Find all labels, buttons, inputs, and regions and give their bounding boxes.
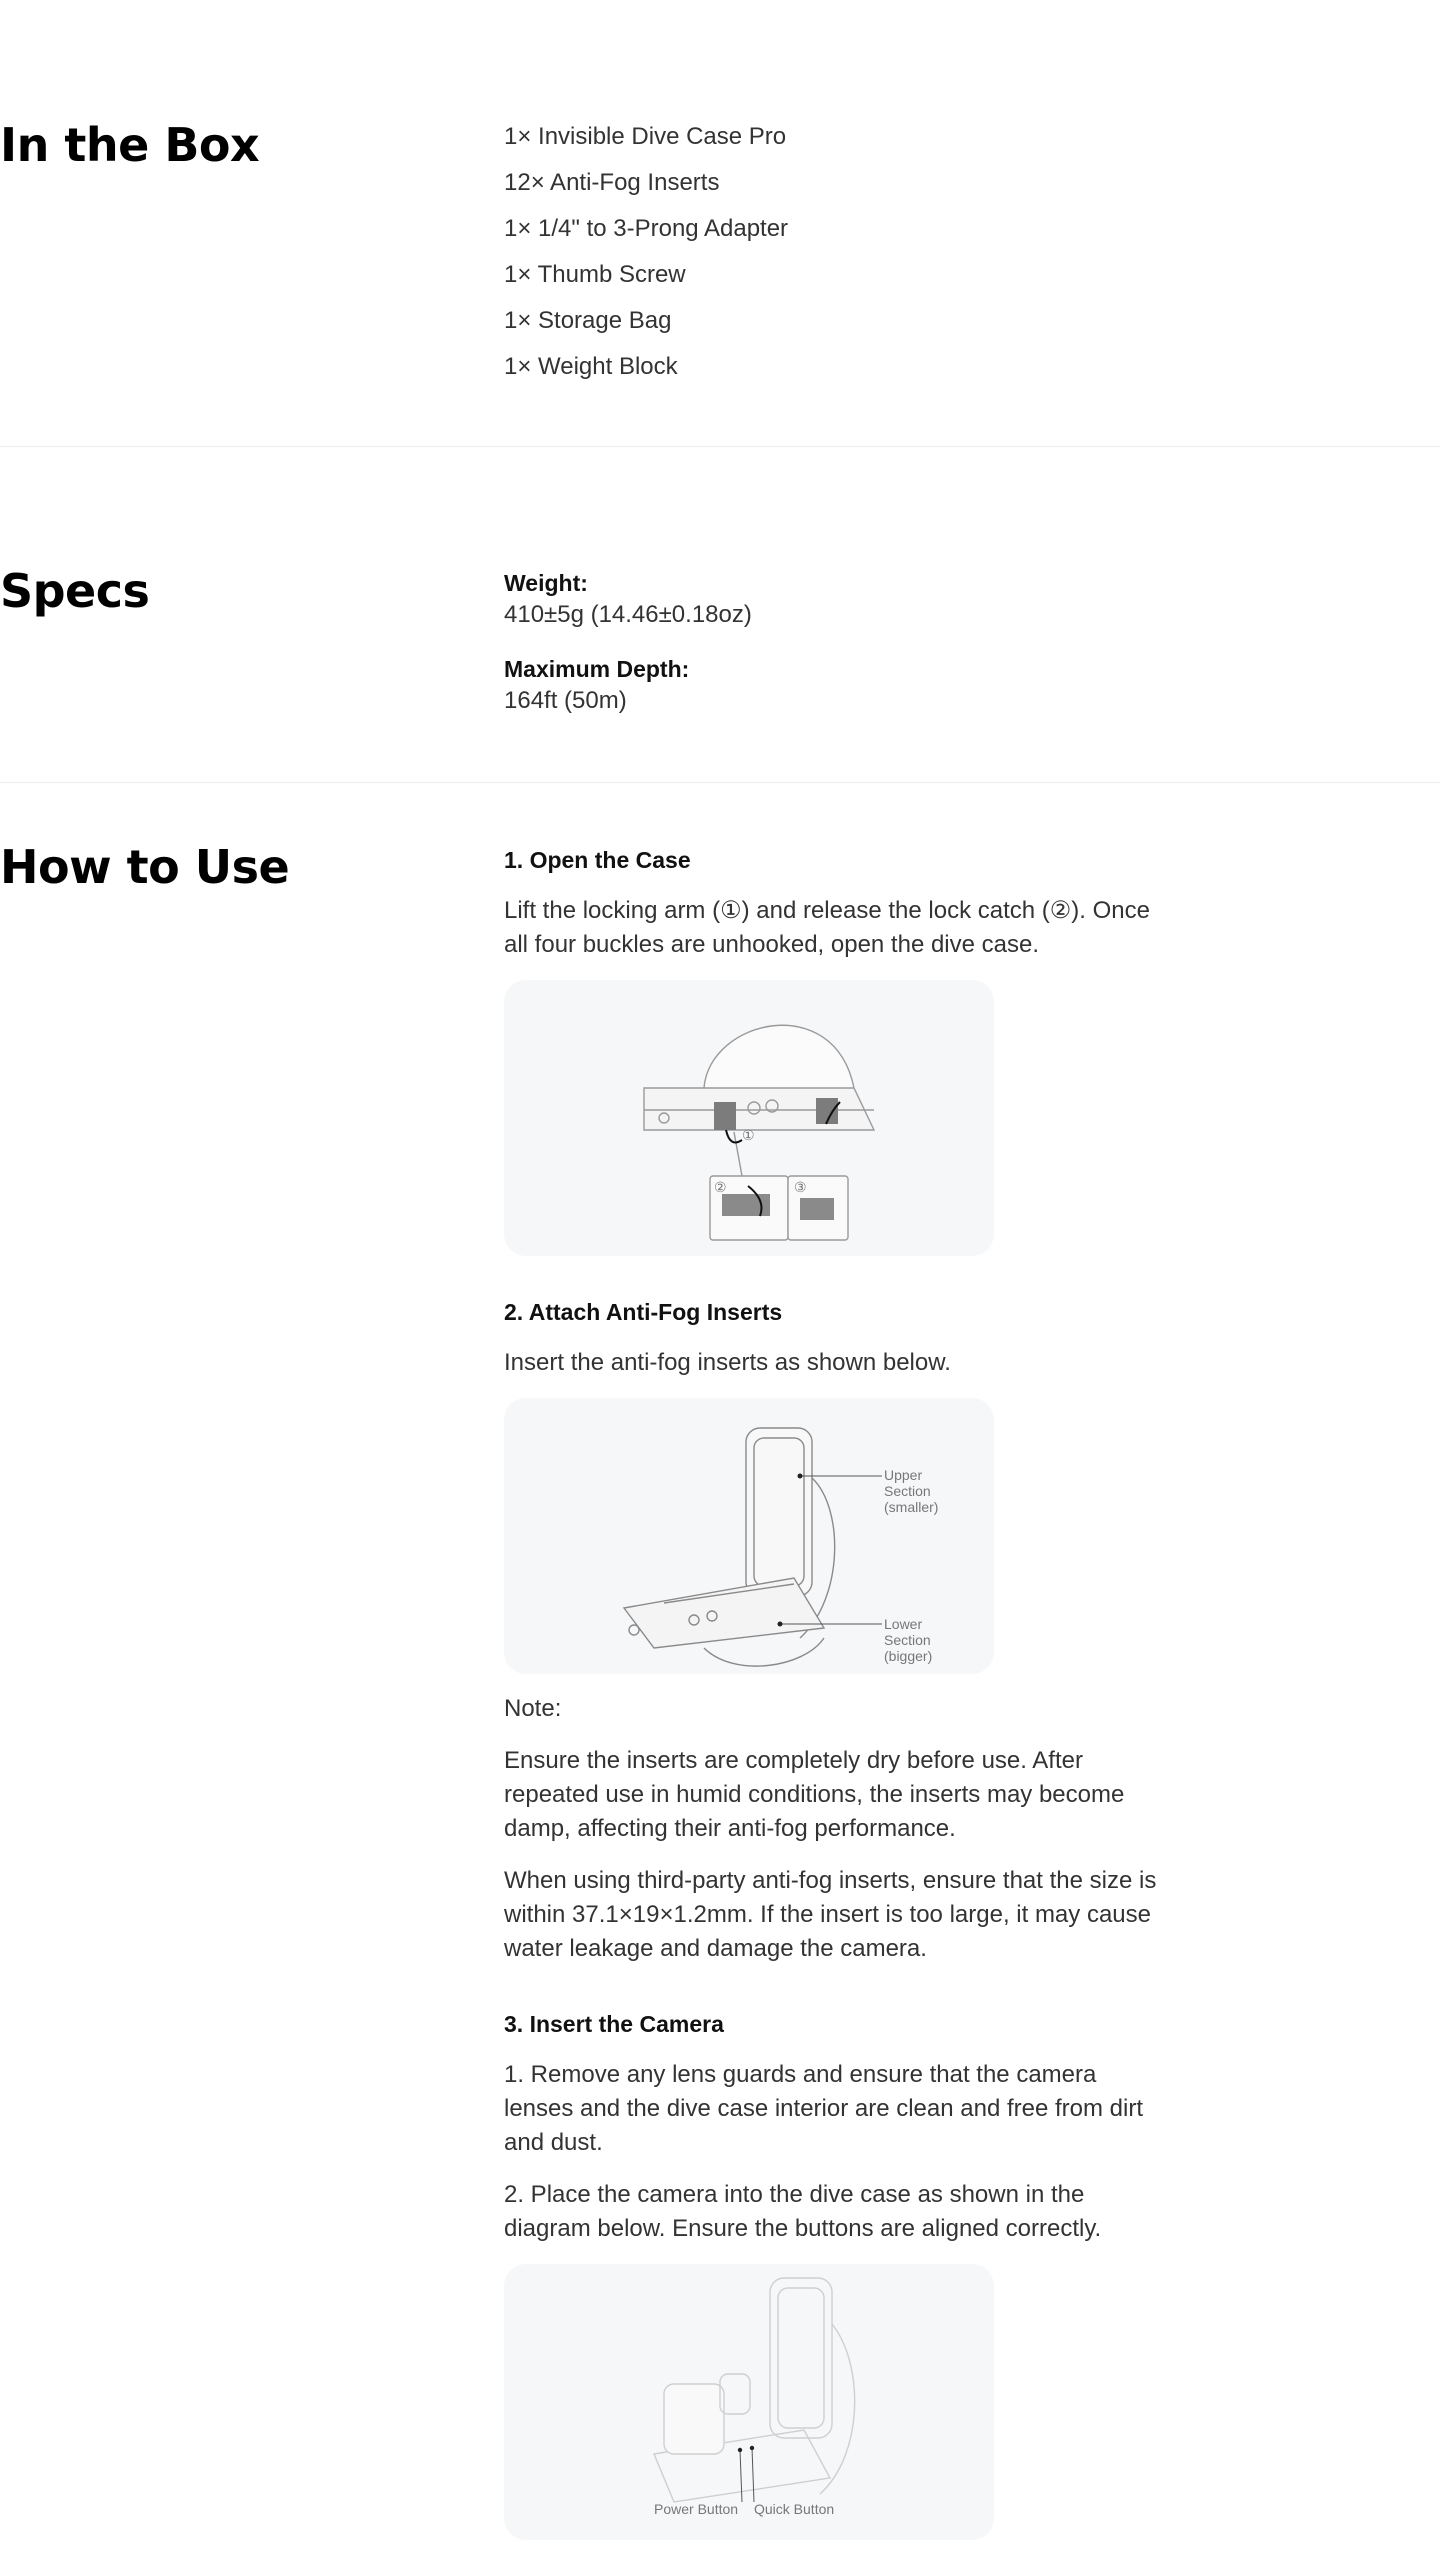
step-3-text-1: 1. Remove any lens guards and ensure that the camera lenses and the dive case interior are clean and free from dirt and dust. (504, 2061, 1144, 2156)
step-2-text: Insert the anti-fog inserts as shown below. (504, 1349, 951, 1376)
upper-section-label: Upper (884, 1467, 923, 1483)
step-1-text: Lift the locking arm (①) and release the lock catch (②). Once all four buckles are unhooked, open the dive case. (504, 897, 1150, 958)
upper-section-label: (smaller) (884, 1499, 939, 1515)
quick-button-label: Quick Button (754, 2501, 835, 2517)
in-the-box-list-container (504, 114, 1164, 390)
box-item: 1× Thumb Screw (504, 261, 686, 288)
how-to-use-heading: How to Use (0, 840, 290, 894)
box-item: 12× Anti-Fog Inserts (504, 169, 720, 196)
box-item: 1× Invisible Dive Case Pro (504, 123, 787, 150)
specs-list (504, 567, 1164, 739)
insert-camera-illustration (504, 2264, 994, 2540)
anti-fog-illustration (504, 1398, 994, 1674)
step-2 (504, 1296, 1164, 1966)
in-the-box-heading: In the Box (0, 118, 260, 172)
in-the-box-list (504, 114, 1164, 390)
specs-heading: Specs (0, 564, 150, 618)
step-3-text-2: 2. Place the camera into the dive case as shown in the diagram below. Ensure the buttons are aligned correctly. (504, 2181, 1102, 2242)
spec-label-weight: Weight: (504, 570, 588, 596)
step-3-title: 3. Insert the Camera (504, 2011, 724, 2037)
note-paragraph: Ensure the inserts are completely dry before use. After repeated use in humid conditions, the inserts may become damp, affecting their anti-fog performance. (504, 1747, 1125, 1842)
box-item: 1× 1/4" to 3-Prong Adapter (504, 215, 789, 242)
insert-camera-diagram (504, 2264, 994, 2540)
lower-section-label: Lower (884, 1616, 923, 1632)
power-button-label: Power Button (654, 2501, 739, 2517)
step-3 (504, 2008, 1164, 2540)
callout-3: ③ (794, 1179, 807, 1195)
note-paragraph: When using third-party anti-fog inserts, ensure that the size is within 37.1×19×1.2mm. If the insert is too large, it may cause water leakage and damage the camera. (504, 1867, 1157, 1962)
callout-2: ② (714, 1179, 727, 1195)
step-2-title: 2. Attach Anti-Fog Inserts (504, 1299, 783, 1325)
section-divider (0, 782, 1440, 783)
open-case-illustration (504, 980, 994, 1256)
anti-fog-diagram (504, 1398, 994, 1674)
box-item: 1× Storage Bag (504, 307, 672, 334)
step-1 (504, 844, 1164, 1256)
callout-1: ① (742, 1127, 755, 1143)
section-divider (0, 446, 1440, 447)
upper-section-label: Section (884, 1483, 931, 1499)
lower-section-label: Section (884, 1632, 931, 1648)
spec-value-weight: 410±5g (14.46±0.18oz) (504, 601, 752, 628)
note-label: Note: (504, 1695, 562, 1722)
box-item: 1× Weight Block (504, 353, 678, 380)
lower-section-label: (bigger) (884, 1648, 933, 1664)
step-1-title: 1. Open the Case (504, 847, 691, 873)
spec-label-max-depth: Maximum Depth: (504, 656, 690, 682)
open-case-diagram (504, 980, 994, 1256)
spec-value-max-depth: 164ft (50m) (504, 687, 627, 714)
